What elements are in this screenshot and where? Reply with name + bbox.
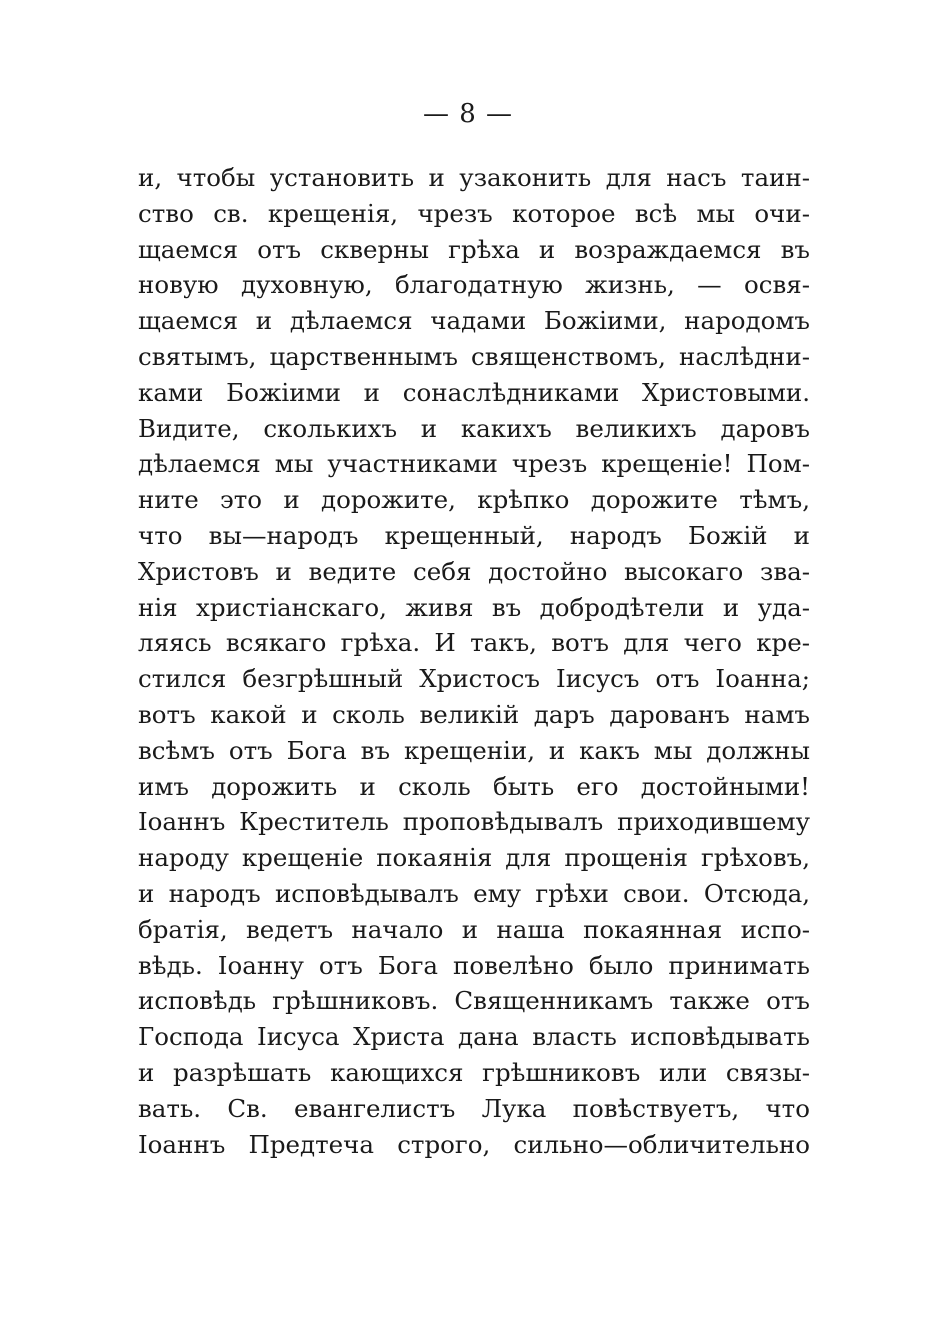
text-line: и разрѣшать кающихся грѣшниковъ или связы- — [138, 1057, 810, 1087]
page-number: — 8 — — [422, 99, 514, 129]
text-line: всѣмъ отъ Бога въ крещеніи, и какъ мы должны — [138, 735, 810, 765]
text-line: стился безгрѣшный Христосъ Іисусъ отъ Іоанна; — [138, 664, 810, 694]
text-line: вѣдь. Іоанну отъ Бога повелѣно было принимать — [138, 950, 810, 980]
text-line: ните это и дорожите, крѣпко дорожите тѣмъ, — [138, 485, 810, 515]
text-line: Господа Іисуса Христа дана власть исповѣдывать — [138, 1022, 810, 1052]
text-line: Видите, сколькихъ и какихъ великихъ даровъ — [138, 413, 810, 443]
text-line: исповѣдь грѣшниковъ. Священникамъ также отъ — [138, 986, 810, 1016]
text-line: святымъ, царственнымъ священствомъ, наслѣдни- — [138, 341, 810, 371]
text-line: щаемся отъ скверны грѣха и возраждаемся въ — [138, 234, 810, 264]
text-line: имъ дорожить и сколь быть его достойными! — [138, 771, 810, 801]
text-line: народу крещеніе покаянія для прощенія грѣховъ, — [138, 843, 810, 873]
text-line: Іоаннъ Креститель проповѣдывалъ приходившему — [138, 807, 810, 837]
text-line: вотъ какой и сколь великій даръ дарованъ намъ — [138, 699, 810, 729]
text-line: нія христіанскаго, живя въ добродѣтели и уда- — [138, 592, 810, 622]
text-line: вать. Св. евангелистъ Лука повѣствуетъ, что — [138, 1093, 810, 1123]
text-line: ляясь всякаго грѣха. И такъ, вотъ для чего кре- — [138, 628, 810, 658]
text-line: и народъ исповѣдывалъ ему грѣхи свои. Отсюда, — [138, 878, 810, 908]
body-text — [138, 160, 810, 1162]
text-line: дѣлаемся мы участниками чрезъ крещеніе! Пом- — [138, 449, 810, 479]
text-line: новую духовную, благодатную жизнь, — освя- — [138, 270, 810, 300]
text-line: ство св. крещенія, чрезъ которое всѣ мы очи- — [138, 198, 810, 228]
text-line: и, чтобы установить и узаконить для насъ таин- — [138, 163, 810, 192]
text-line: Іоаннъ Предтеча строго, сильно—обличительно — [138, 1129, 810, 1159]
text-line: ками Божіими и сонаслѣдниками Христовыми. — [138, 377, 810, 407]
text-line: братія, ведетъ начало и наша покаянная испо- — [138, 914, 810, 944]
text-line: что вы—народъ крещенный, народъ Божій и — [138, 520, 810, 550]
text-line: щаемся и дѣлаемся чадами Божіими, народомъ — [138, 306, 810, 336]
text-line: Христовъ и ведите себя достойно высокаго зва- — [138, 556, 810, 586]
